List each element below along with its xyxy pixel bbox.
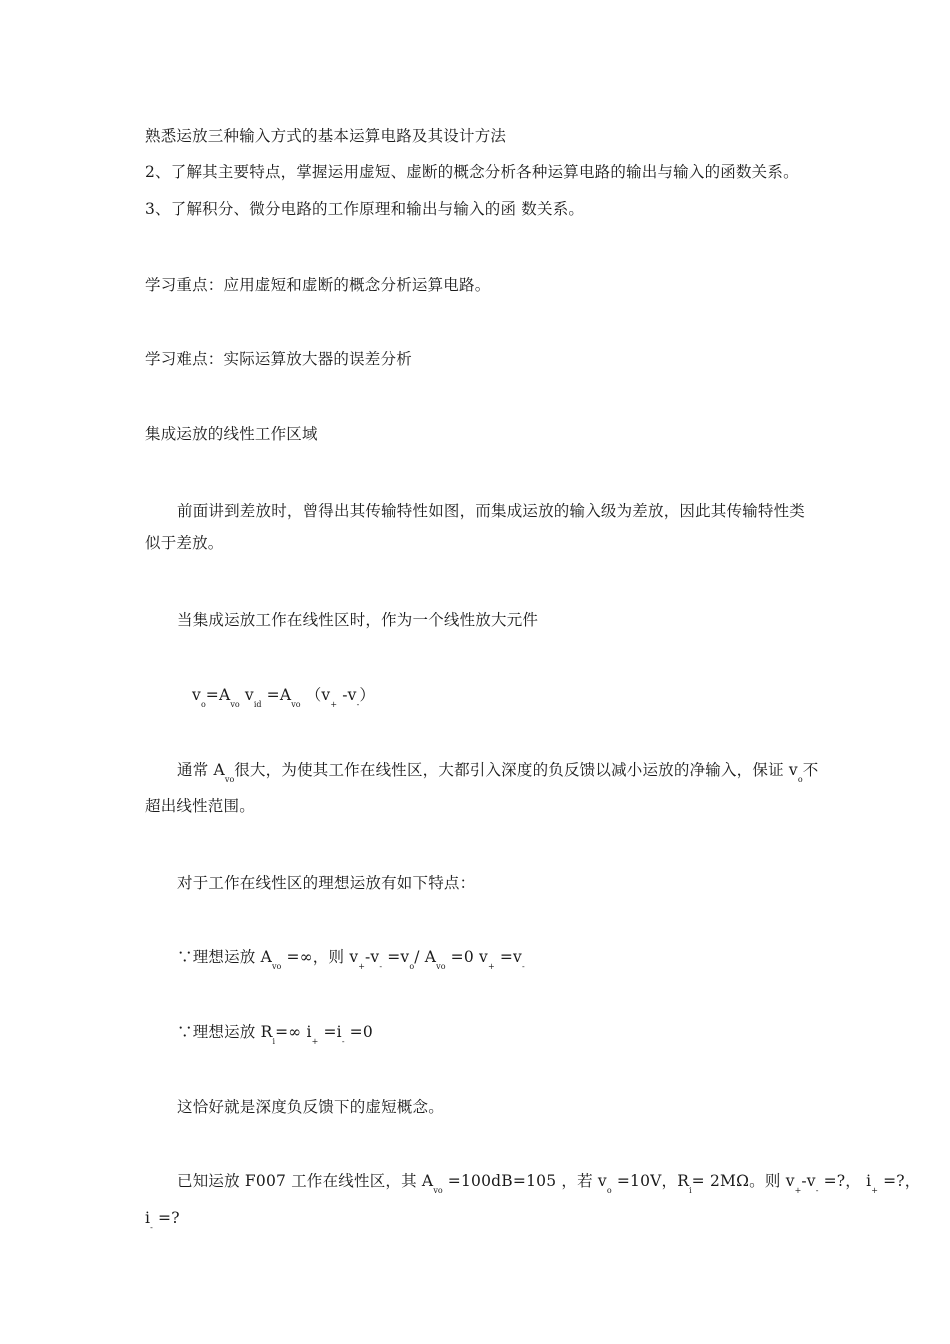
formula-text: v <box>192 686 201 704</box>
formula-text: v <box>239 686 254 704</box>
subscript: o <box>606 1186 612 1195</box>
example-f007 <box>177 1170 921 1195</box>
text-run: / A <box>414 948 437 966</box>
subscript: + <box>358 962 365 971</box>
formula-text: ） <box>359 686 376 704</box>
formula-vo <box>192 684 376 709</box>
text-run: 很大，为使其工作在线性区，大都引入深度的负反馈以减小运放的净输入，保证 v <box>234 761 798 779</box>
subscript: - <box>815 1186 819 1195</box>
paragraph-transfer-characteristic: 前面讲到差放时，曾得出其传输特性如图，而集成运放的输入级为差放，因此其传输特性类似于差放。 <box>145 502 806 552</box>
subscript: - <box>379 962 383 971</box>
subscript: vo <box>224 775 235 784</box>
paragraph-linear-region: 当集成运放工作在线性区时，作为一个线性放大元件 <box>177 611 539 629</box>
text-run: =∞ i <box>275 1023 312 1041</box>
subscript: vo <box>272 962 282 971</box>
formula-text: （v <box>300 686 331 704</box>
subscript: - <box>150 1223 153 1232</box>
text-run: i <box>145 1209 151 1227</box>
subscript: i <box>272 1037 276 1046</box>
text-run: =v <box>494 948 522 966</box>
formula-sub: vo <box>230 700 240 709</box>
subscript: i <box>689 1186 692 1195</box>
text-run: =?， <box>877 1172 921 1190</box>
key-point: 学习重点：应用虚短和虚断的概念分析运算电路。 <box>145 276 491 294</box>
text-run: =? <box>152 1209 180 1227</box>
text-run: -v <box>801 1172 816 1190</box>
text-run: =?， i <box>818 1172 872 1190</box>
difficulty: 学习难点：实际运算放大器的误差分析 <box>145 350 412 368</box>
formula-sub: id <box>253 700 262 709</box>
text-run: =i <box>318 1023 342 1041</box>
subscript: vo <box>433 1186 443 1195</box>
formula-text: -v <box>337 686 357 704</box>
formula-sub: + <box>330 700 338 709</box>
objective-line-1: 熟悉运放三种输入方式的基本运算电路及其设计方法 <box>145 127 507 145</box>
formula-text: =A <box>261 686 292 704</box>
subscript: + <box>794 1186 802 1195</box>
paragraph-virtual-short-concept: 这恰好就是深度负反馈下的虚短概念。 <box>177 1098 444 1116</box>
subscript: + <box>487 962 495 971</box>
text-run: =100dB=105 ，若 v <box>442 1172 607 1190</box>
subscript: + <box>871 1186 878 1195</box>
text-run: -v <box>365 948 380 966</box>
formula-text: =A <box>205 686 231 704</box>
text-run: 通常 A <box>177 761 225 779</box>
text-run: 不 <box>802 761 819 779</box>
formula-sub: vo <box>291 700 301 709</box>
subscript: o <box>409 962 415 971</box>
bullet-virtual-open <box>177 1021 373 1046</box>
subscript: vo <box>436 962 446 971</box>
text-run: = 2MΩ。则 v <box>691 1172 795 1190</box>
paragraph-ideal-features: 对于工作在线性区的理想运放有如下特点： <box>177 874 476 892</box>
formula-sub: - <box>356 700 360 709</box>
text-run: =0 v <box>445 948 488 966</box>
paragraph-feedback-cont: 超出线性范围。 <box>145 797 255 815</box>
text-run: ∵理想运放 A <box>177 948 273 966</box>
bullet-virtual-short <box>177 946 525 971</box>
subscript: - <box>341 1037 345 1046</box>
paragraph-feedback <box>177 759 819 784</box>
section-title: 集成运放的线性工作区域 <box>145 425 318 443</box>
subscript: o <box>797 775 803 784</box>
text-run: =v <box>382 948 410 966</box>
text-run: =10V，R <box>611 1172 690 1190</box>
text-run: =∞，则 v <box>281 948 359 966</box>
formula-sub: o <box>200 700 206 709</box>
text-run: 已知运放 F007 工作在线性区，其 A <box>177 1172 434 1190</box>
objective-line-2: 2、了解其主要特点，掌握运用虚短、虚断的概念分析各种运算电路的输出与输入的函数关系。 <box>145 163 799 181</box>
objective-line-3: 3、了解积分、微分电路的工作原理和输出与输入的函 数关系。 <box>145 200 585 218</box>
subscript: - <box>521 962 525 971</box>
subscript: + <box>311 1037 319 1046</box>
text-run: =0 <box>344 1023 373 1041</box>
text-run: ∵理想运放 R <box>177 1023 273 1041</box>
example-f007-cont <box>145 1207 180 1232</box>
